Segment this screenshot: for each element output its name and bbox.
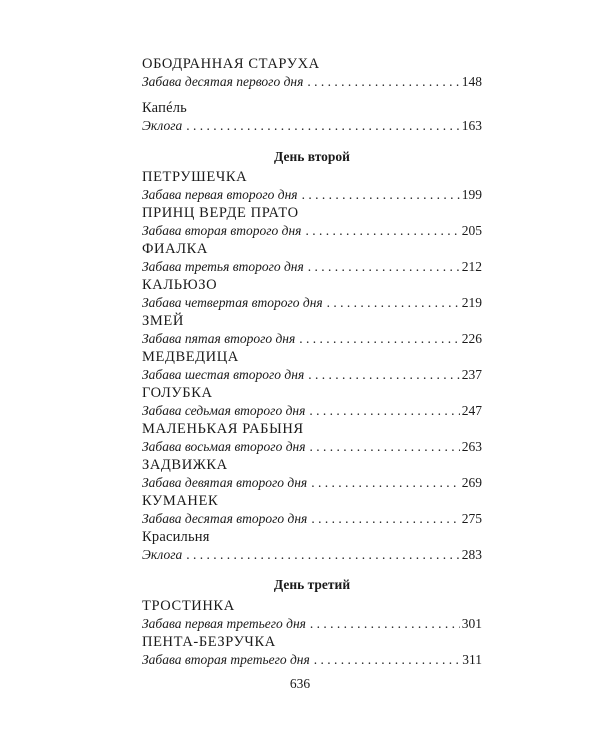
- toc-entry: [142, 421, 482, 455]
- entry-title: ГОЛУБКА: [142, 385, 213, 401]
- entry-page-number: 148: [461, 74, 482, 89]
- entry-line: [142, 546, 482, 563]
- entry-title: ПЕНТА-БЕЗРУЧКА: [142, 634, 276, 650]
- entry-title: ЗАДВИЖКА: [142, 457, 228, 473]
- entry-title: ТРОСТИНКА: [142, 598, 235, 614]
- entry-page-number: 219: [461, 295, 482, 310]
- dot-leader: [311, 474, 460, 491]
- dot-leader: [310, 615, 460, 632]
- entry-line: [142, 510, 482, 527]
- entry-subtitle: Забава десятая второго дня: [142, 511, 308, 526]
- entry-title: МЕДВЕДИЦА: [142, 349, 239, 365]
- dot-leader: [186, 117, 460, 134]
- toc-entry: [142, 457, 482, 491]
- dot-leader: [302, 186, 460, 203]
- dot-leader: [310, 438, 460, 455]
- entry-subtitle: Забава десятая первого дня: [142, 74, 304, 89]
- entry-subtitle: Забава девятая второго дня: [142, 475, 308, 490]
- entry-page-number: 247: [461, 403, 482, 418]
- entry-subtitle: Забава первая второго дня: [142, 187, 298, 202]
- section-heading: День третий: [273, 577, 351, 592]
- entry-subtitle: Забава седьмая второго дня: [142, 403, 306, 418]
- page-number: 636: [289, 676, 311, 691]
- entry-page-number: 237: [461, 367, 482, 382]
- entry-title: ОБОДРАННАЯ СТАРУХА: [142, 56, 320, 72]
- dot-leader: [299, 330, 459, 347]
- toc-entry: [142, 598, 482, 632]
- toc-entry: [142, 634, 482, 668]
- entry-page-number: 205: [461, 223, 482, 238]
- entry-page-number: 301: [461, 616, 482, 631]
- toc-entry: [142, 493, 482, 527]
- entry-subtitle: Эклога: [142, 547, 183, 562]
- entry-line: [142, 651, 482, 668]
- entry-line: [142, 294, 482, 311]
- dot-leader: [308, 258, 460, 275]
- toc-entry: [142, 349, 482, 383]
- entry-line: [142, 117, 482, 134]
- entry-title: ФИАЛКА: [142, 241, 208, 257]
- entry-line: [142, 330, 482, 347]
- dot-leader: [314, 651, 460, 668]
- entry-page-number: 163: [461, 118, 482, 133]
- toc-entry: [142, 56, 482, 90]
- toc-entry: [142, 385, 482, 419]
- entry-subtitle: Забава восьмая второго дня: [142, 439, 306, 454]
- entry-subtitle: Эклога: [142, 118, 183, 133]
- entry-subtitle: Забава третья второго дня: [142, 259, 304, 274]
- section-heading: День второй: [274, 149, 350, 164]
- toc-entry: [142, 529, 482, 563]
- entry-subtitle: Забава шестая второго дня: [142, 367, 305, 382]
- entry-title: ЗМЕЙ: [142, 313, 184, 329]
- entry-line: [142, 474, 482, 491]
- entry-subtitle: Забава пятая второго дня: [142, 331, 296, 346]
- entry-line: [142, 222, 482, 239]
- dot-leader: [327, 294, 460, 311]
- toc-entry: [142, 169, 482, 203]
- entry-page-number: 226: [461, 331, 482, 346]
- entry-line: [142, 366, 482, 383]
- entry-page-number: 269: [461, 475, 482, 490]
- entry-page-number: 212: [461, 259, 482, 274]
- entry-title: ПРИНЦ ВЕРДЕ ПРАТО: [142, 205, 299, 221]
- entry-page-number: 263: [461, 439, 482, 454]
- entry-title: МАЛЕНЬКАЯ РАБЫНЯ: [142, 421, 304, 437]
- dot-leader: [308, 366, 460, 383]
- entry-page-number: 283: [461, 547, 482, 562]
- entry-line: [142, 438, 482, 455]
- entry-subtitle: Забава вторая третьего дня: [142, 652, 310, 667]
- entry-page-number: 275: [461, 511, 482, 526]
- entry-line: [142, 186, 482, 203]
- entry-subtitle: Забава четвертая второго дня: [142, 295, 323, 310]
- entry-page-number: 199: [461, 187, 482, 202]
- entry-subtitle: Забава первая третьего дня: [142, 616, 306, 631]
- toc-entry: [142, 205, 482, 239]
- entry-title: КУМАНЕК: [142, 493, 219, 509]
- entry-page-number: 311: [462, 652, 482, 667]
- toc-entry: [142, 313, 482, 347]
- dot-leader: [307, 73, 459, 90]
- entry-line: [142, 258, 482, 275]
- toc-entry: [142, 100, 482, 134]
- entry-title: Красильня: [142, 529, 210, 545]
- entry-title: ПЕТРУШЕЧКА: [142, 169, 248, 185]
- entry-title: Капéль: [142, 100, 187, 116]
- entry-line: [142, 402, 482, 419]
- dot-leader: [305, 222, 459, 239]
- toc-entry: [142, 241, 482, 275]
- toc-entry: [142, 277, 482, 311]
- entry-subtitle: Забава вторая второго дня: [142, 223, 302, 238]
- entry-title: КАЛЬЮЗО: [142, 277, 218, 293]
- dot-leader: [309, 402, 459, 419]
- dot-leader: [311, 510, 459, 527]
- entry-line: [142, 615, 482, 632]
- dot-leader: [186, 546, 460, 563]
- entry-line: [142, 73, 482, 90]
